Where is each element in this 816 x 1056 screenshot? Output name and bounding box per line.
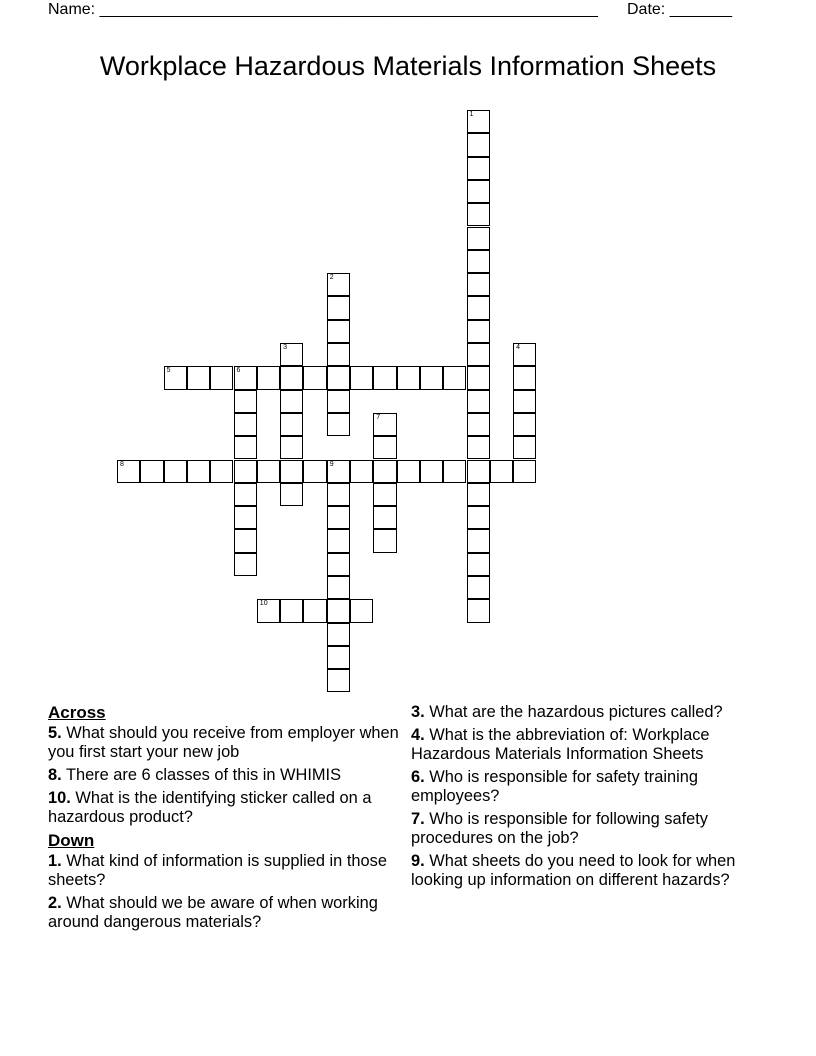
crossword-cell[interactable] [513,413,536,436]
crossword-cell[interactable] [467,599,490,622]
crossword-cell[interactable] [467,366,490,389]
crossword-cell[interactable] [327,390,350,413]
clue-text: There are 6 classes of this in WHIMIS [65,766,342,784]
crossword-cell[interactable] [327,646,350,669]
crossword-cell[interactable] [234,436,257,459]
crossword-cell[interactable] [257,460,280,483]
crossword-cell[interactable] [373,529,396,552]
crossword-cell[interactable] [513,390,536,413]
crossword-cell[interactable] [303,366,326,389]
across-clue-5 [48,724,408,762]
crossword-cell[interactable] [234,366,257,389]
crossword-cell[interactable] [513,366,536,389]
crossword-cell[interactable] [443,366,466,389]
clue-text: What is the abbreviation of: Workplace Hazardous Materials Information Sheets [411,726,710,763]
clue-number-label: 10 [259,600,268,608]
across-clue-10 [48,789,408,827]
down-clue-6 [411,768,771,806]
clue-number-label: 5 [166,367,171,375]
crossword-cell[interactable] [467,227,490,250]
crossword-cell[interactable] [234,390,257,413]
across-heading: Across [48,703,106,722]
crossword-cell[interactable] [327,366,350,389]
crossword-cell[interactable] [467,180,490,203]
crossword-cell[interactable] [280,599,303,622]
crossword-cell[interactable] [373,506,396,529]
clue-number-label: 8 [120,460,124,468]
crossword-cell[interactable] [513,436,536,459]
down-clue-9 [411,852,771,890]
crossword-cell[interactable] [327,669,350,692]
crossword-cell[interactable] [327,483,350,506]
crossword-cell[interactable] [327,529,350,552]
clue-number-label: 9 [329,460,334,468]
crossword-cell[interactable] [210,366,233,389]
clue-text: What should you receive from employer when you first start your new job [48,724,399,761]
crossword-cell[interactable] [467,576,490,599]
across-clue-8 [48,766,408,785]
down-clue-2 [48,894,408,932]
crossword-cell[interactable] [257,366,280,389]
crossword-cell[interactable] [467,203,490,226]
crossword-cell[interactable] [467,157,490,180]
crossword-cell[interactable] [467,273,490,296]
crossword-cell[interactable] [467,320,490,343]
crossword-cell[interactable] [327,320,350,343]
clue-number: 2. [48,894,62,912]
clue-text: What sheets do you need to look for when looking up information on different hazards? [411,852,736,889]
crossword-cell[interactable] [327,576,350,599]
crossword-cell[interactable] [234,460,257,483]
clue-text: What should we be aware of when working around dangerous materials? [48,894,378,931]
crossword-cell[interactable] [467,133,490,156]
crossword-cell[interactable] [467,390,490,413]
crossword-cell[interactable] [350,599,373,622]
crossword-cell[interactable] [513,343,536,366]
crossword-cell[interactable] [513,460,536,483]
crossword-cell[interactable] [234,529,257,552]
crossword-cell[interactable] [350,366,373,389]
crossword-cell[interactable] [257,599,280,622]
crossword-cell[interactable] [420,366,443,389]
crossword-cell[interactable] [280,483,303,506]
crossword-cell[interactable] [303,599,326,622]
clues-left-column [48,703,408,936]
crossword-cell[interactable] [327,506,350,529]
clue-number-label: 4 [516,344,520,351]
crossword-cell[interactable] [467,413,490,436]
page-title: Workplace Hazardous Materials Information Sheets [99,51,717,81]
crossword-cell[interactable] [443,460,466,483]
clue-text: Who is responsible for following safety procedures on the job? [411,810,709,847]
crossword-cell[interactable] [327,460,350,483]
crossword-cell[interactable] [234,483,257,506]
crossword-cell[interactable] [467,529,490,552]
crossword-cell[interactable] [467,250,490,273]
down-clue-4 [411,726,771,764]
crossword-cell[interactable] [373,460,396,483]
crossword-cell[interactable] [420,460,443,483]
clue-number-label: 6 [236,367,241,375]
crossword-cell[interactable] [280,413,303,436]
crossword-cell[interactable] [327,413,350,436]
crossword-cell[interactable] [187,460,210,483]
crossword-cell[interactable] [467,110,490,133]
crossword-cell[interactable] [280,366,303,389]
down-clue-7 [411,810,771,848]
clue-number: 9. [411,852,425,870]
crossword-cell[interactable] [467,506,490,529]
crossword-cell[interactable] [280,460,303,483]
clue-text: What is the identifying sticker called on a hazardous product? [48,789,372,826]
crossword-cell[interactable] [303,460,326,483]
crossword-cell[interactable] [327,343,350,366]
down-clue-3 [411,703,771,722]
date-field-label: Date: _______ [627,1,732,18]
crossword-cell[interactable] [373,483,396,506]
clue-number: 8. [48,766,62,784]
clue-number-label: 2 [329,274,334,282]
crossword-cell[interactable] [280,343,303,366]
crossword-cell[interactable] [467,436,490,459]
clue-number: 3. [411,703,425,721]
crossword-cell[interactable] [467,483,490,506]
crossword-cell[interactable] [327,623,350,646]
crossword-cell[interactable] [234,553,257,576]
clue-number-label: 1 [469,111,474,118]
clue-number: 7. [411,810,425,828]
down-heading: Down [48,831,95,850]
clues-right-column [411,703,771,894]
crossword-cell[interactable] [164,366,187,389]
crossword-cell[interactable] [467,343,490,366]
crossword-cell[interactable] [210,460,233,483]
crossword-cell[interactable] [490,460,513,483]
crossword-cell[interactable] [373,413,396,436]
crossword-cell[interactable] [327,296,350,319]
crossword-cell[interactable] [327,599,350,622]
crossword-cell[interactable] [467,553,490,576]
crossword-cell[interactable] [280,390,303,413]
crossword-cell[interactable] [327,273,350,296]
crossword-cell[interactable] [234,506,257,529]
crossword-cell[interactable] [187,366,210,389]
clue-number-label: 7 [376,413,381,421]
down-clue-1 [48,852,408,890]
crossword-cell[interactable] [164,460,187,483]
crossword-cell[interactable] [467,296,490,319]
crossword-cell[interactable] [397,460,420,483]
clue-number: 1. [48,852,62,870]
name-field-label: Name: ________________________________________________________ [48,1,598,18]
crossword-cell[interactable] [350,460,373,483]
crossword-cell[interactable] [467,460,490,483]
crossword-cell[interactable] [373,366,396,389]
clue-number: 10. [48,789,71,807]
clue-number: 5. [48,724,62,742]
clue-text: Who is responsible for safety training employees? [411,768,698,805]
clue-text: What are the hazardous pictures called? [429,703,723,721]
crossword-cell[interactable] [280,436,303,459]
clue-number-label: 3 [283,344,287,351]
crossword-cell[interactable] [373,436,396,459]
clue-number: 6. [411,768,425,786]
crossword-cell[interactable] [140,460,163,483]
crossword-cell[interactable] [117,460,140,483]
crossword-cell[interactable] [397,366,420,389]
clue-text: What kind of information is supplied in those sheets? [48,852,387,889]
crossword-cell[interactable] [327,553,350,576]
crossword-cell[interactable] [234,413,257,436]
clue-number: 4. [411,726,425,744]
